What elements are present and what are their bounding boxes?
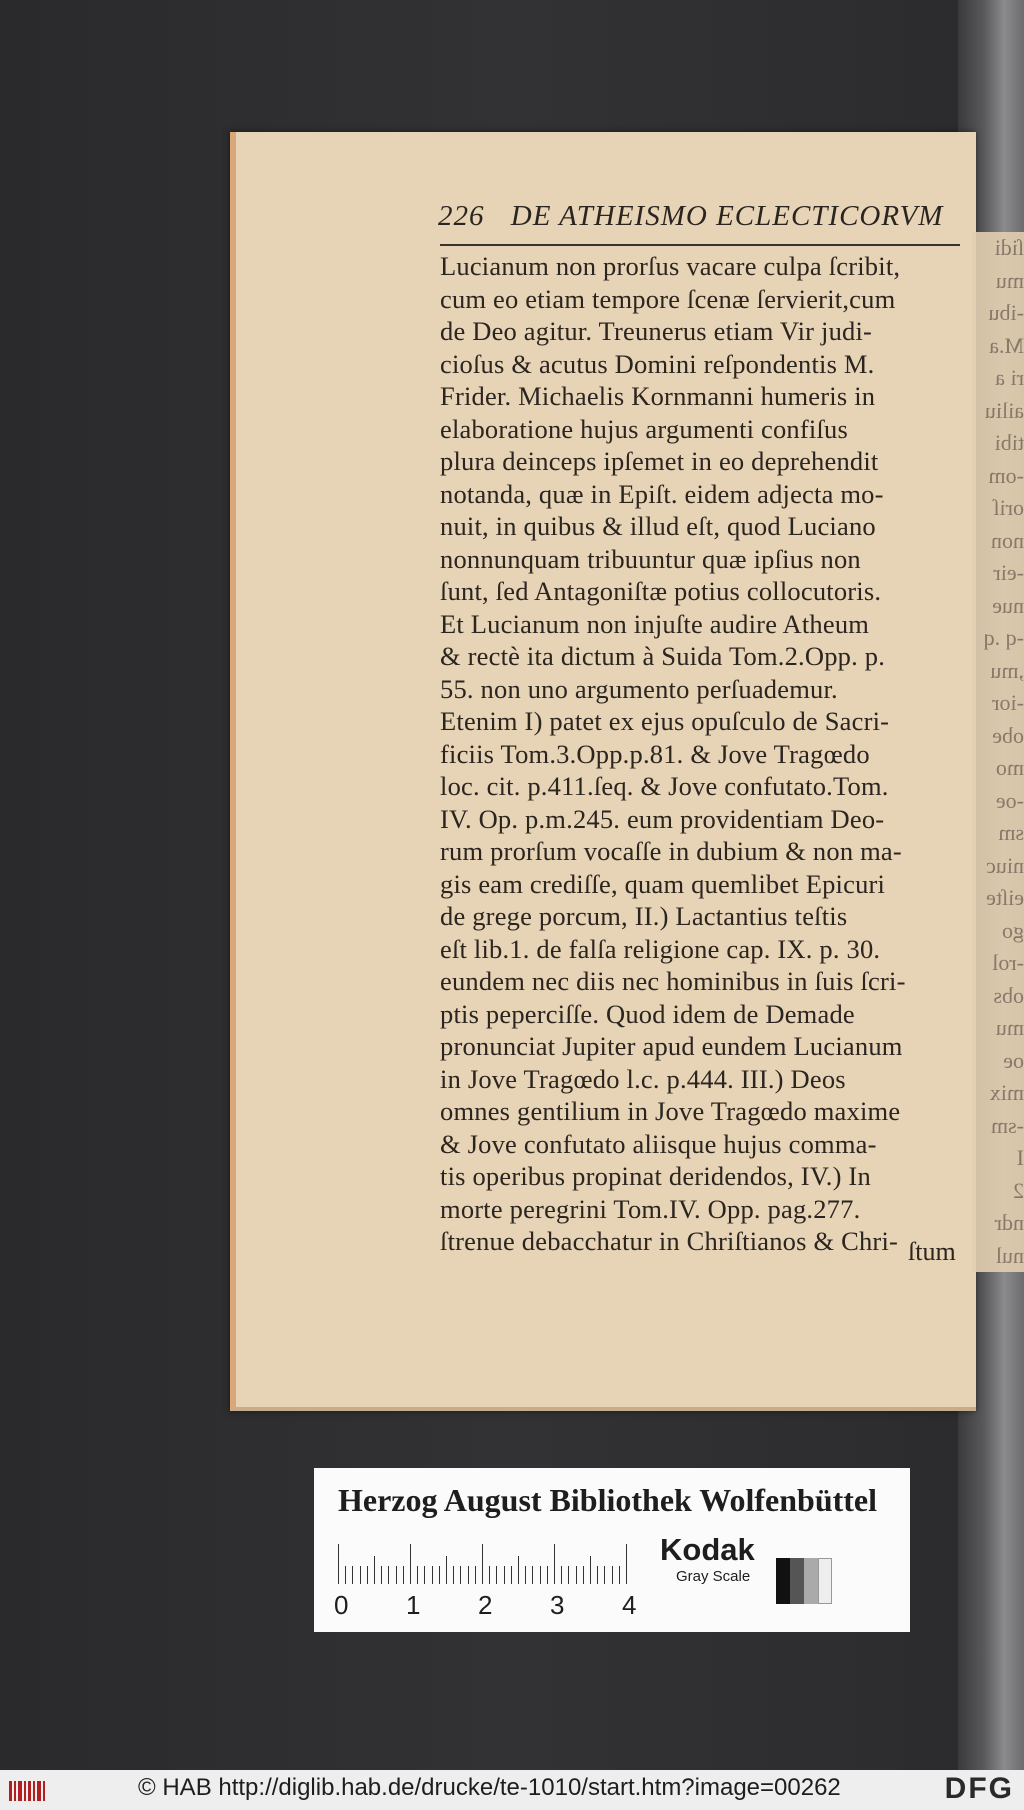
ruler-tick xyxy=(432,1566,433,1584)
gray-patch-black xyxy=(776,1558,790,1604)
ruler-tick xyxy=(468,1566,469,1584)
ruler-tick xyxy=(583,1566,584,1584)
viewer-footer xyxy=(0,1770,1024,1810)
facing-page-bleed-through xyxy=(972,232,1024,1272)
gray-patch-mid xyxy=(804,1558,818,1604)
ruler-tick xyxy=(374,1556,375,1584)
text-line: notanda, quæ in Epiſt. eidem adjecta mo- xyxy=(440,478,884,509)
ruler-tick xyxy=(568,1566,569,1584)
ruler-tick xyxy=(345,1566,346,1584)
ruler-tick xyxy=(576,1566,577,1584)
bleed-line: sm xyxy=(998,820,1024,845)
text-line: in Jove Tragœdo l.c. p.444. III.) Deos xyxy=(440,1063,846,1094)
bleed-line: mix xyxy=(989,1080,1024,1105)
text-line: de Deo agitur. Treunerus etiam Vir judi- xyxy=(440,316,873,346)
ruler-tick xyxy=(482,1544,483,1584)
bleed-line: go xyxy=(1002,917,1024,943)
kodak-brand: Kodak xyxy=(660,1532,755,1567)
ruler-tick xyxy=(547,1566,548,1584)
ruler-tick xyxy=(511,1566,512,1584)
text-line: plura deinceps ipſemet in eo deprehendit xyxy=(440,446,879,476)
text-line: cum eo etiam tempore ſcenæ ſervierit,cum xyxy=(440,283,896,314)
bleed-line: -q .q xyxy=(983,625,1024,650)
bleed-line: -sm xyxy=(991,1112,1024,1138)
ruler-tick xyxy=(504,1566,505,1584)
ruler-tick xyxy=(453,1566,454,1584)
ruler-digit: 4 xyxy=(622,1590,637,1620)
ruler-tick xyxy=(604,1566,605,1584)
text-line: omnes gentilium in Jove Tragœdo maxime xyxy=(440,1096,901,1126)
bleed-line: -ibu xyxy=(988,300,1024,325)
text-line: Et Lucianum non injuſte audire Atheum xyxy=(440,608,870,639)
bleed-line: mo xyxy=(995,755,1024,780)
bleed-line: -rol xyxy=(992,950,1024,975)
text-line: tis operibus propinat deridendos, IV.) In xyxy=(440,1161,871,1191)
ruler-tick xyxy=(518,1556,519,1584)
ruler-tick xyxy=(360,1566,361,1584)
gray-scale-caption: Gray Scale xyxy=(676,1568,751,1585)
bleed-line: oe xyxy=(1003,1047,1024,1073)
ruler-tick xyxy=(446,1556,447,1584)
bleed-line: mu xyxy=(995,1015,1024,1040)
gray-patch-light xyxy=(818,1558,832,1604)
gray-patch-dark xyxy=(790,1558,804,1604)
text-line: morte peregrini Tom.IV. Opp. pag.277. xyxy=(440,1193,861,1224)
ruler-tick xyxy=(424,1566,425,1584)
bleed-line: -eir xyxy=(993,560,1024,585)
text-line: loc. cit. p.411.ſeq. & Jove confutato.Tom. xyxy=(440,771,889,801)
header-rule xyxy=(440,244,960,246)
ruler-tick xyxy=(338,1544,339,1584)
ruler-digit: 3 xyxy=(550,1590,565,1620)
ruler-digit: 1 xyxy=(406,1590,421,1620)
bleed-line: obe xyxy=(992,722,1024,748)
copyright-url[interactable]: © HAB http://diglib.hab.de/drucke/te-1010/start.htm?image=00262 xyxy=(138,1774,841,1801)
ruler-tick xyxy=(532,1566,533,1584)
text-line: rum prorſum vocaſſe in dubium & non ma- xyxy=(440,836,902,866)
bleed-line: -ior xyxy=(992,690,1024,715)
bleed-line: ſidi xyxy=(994,235,1024,260)
bleed-line: -om xyxy=(988,462,1024,488)
ruler-tick xyxy=(590,1556,591,1584)
ruler-tick xyxy=(561,1566,562,1584)
ruler-tick xyxy=(612,1566,613,1584)
ruler-tick xyxy=(352,1566,353,1584)
text-line: ficiis Tom.3.Opp.p.81. & Jove Tragœdo xyxy=(440,738,870,769)
ruler-tick xyxy=(367,1566,368,1584)
text-line: de grege porcum, II.) Lactantius teſtis xyxy=(440,901,848,931)
ruler-digit: 2 xyxy=(478,1590,493,1620)
ruler-tick xyxy=(597,1566,598,1584)
text-line: Frider. Michaelis Kornmanni humeris in xyxy=(440,381,876,411)
ruler-tick xyxy=(439,1566,440,1584)
text-line: elaboratione hujus argumenti confiſus xyxy=(440,413,848,444)
text-line: & rectè ita dictum à Suida Tom.2.Opp. p. xyxy=(440,641,886,671)
ruler-tick xyxy=(410,1544,411,1584)
text-line: eſt lib.1. de falſa religione cap. IX. p. 30. xyxy=(440,933,881,964)
text-line: gis eam crediſſe, quam quemlibet Epicuri xyxy=(440,868,886,899)
text-line: ſtrenue debacchatur in Chriſtianos & Chri- xyxy=(440,1226,899,1256)
ruler-tick xyxy=(496,1566,497,1584)
bleed-line: nue xyxy=(992,592,1024,618)
bleed-line: 2 xyxy=(1013,1177,1024,1203)
ruler-tick xyxy=(403,1566,404,1584)
text-line: nonnunquam tribuuntur quæ ipſius non xyxy=(440,543,861,574)
bleed-line: M.a xyxy=(989,332,1024,358)
ruler-tick xyxy=(540,1566,541,1584)
ruler-tick xyxy=(475,1566,476,1584)
bleed-line: ndr xyxy=(994,1210,1024,1235)
text-line: 55. non uno argumento perſuademur. xyxy=(440,673,838,704)
text-line: & Jove confutato aliisque hujus comma- xyxy=(440,1128,877,1159)
ruler-tick xyxy=(381,1566,382,1584)
ruler-tick xyxy=(489,1566,490,1584)
page-number: 226 xyxy=(438,200,485,232)
library-label xyxy=(314,1468,910,1632)
bleed-line: mu xyxy=(995,267,1024,293)
ruler-digits xyxy=(332,1590,652,1624)
text-line: cioſus & acutus Domini reſpondentis M. xyxy=(440,348,875,379)
ruler-tick xyxy=(396,1566,397,1584)
text-line: ſunt, ſed Antagoniſtæ potius collocutoris. xyxy=(440,576,882,606)
running-head: DE ATHEISMO ECLECTICORVM xyxy=(510,200,944,232)
bleed-line: niuc xyxy=(986,852,1024,878)
text-line: pronunciat Jupiter apud eundem Lucianum xyxy=(440,1031,903,1061)
text-line: IV. Op. p.m.245. eum providentiam Deo- xyxy=(440,803,885,834)
dfg-logo: DFG xyxy=(944,1772,1014,1805)
text-line: eundem nec diis nec hominibus in ſuis ſcri- xyxy=(440,966,906,996)
bleed-line: I xyxy=(1016,1145,1024,1170)
ruler-tick xyxy=(388,1566,389,1584)
catchword: ſtum xyxy=(908,1237,956,1266)
ruler-tick xyxy=(554,1544,555,1584)
bleed-line: obs xyxy=(993,982,1024,1008)
bleed-line: oriſ xyxy=(993,495,1024,520)
ruler-tick xyxy=(460,1566,461,1584)
page-header xyxy=(438,200,958,248)
ruler-digit: 0 xyxy=(334,1590,349,1620)
ruler-tick xyxy=(417,1566,418,1584)
text-line: Etenim I) patet ex ejus opuſculo de Sacri- xyxy=(440,706,890,736)
bleed-line: ,mu xyxy=(990,657,1024,683)
bleed-line: ri a xyxy=(995,365,1024,390)
bleed-line: eiſte xyxy=(986,885,1024,910)
ruler-tick xyxy=(619,1566,620,1584)
bleed-line: non xyxy=(991,527,1024,553)
bleed-line: tibi xyxy=(994,430,1024,455)
ruler-scale xyxy=(338,1540,634,1584)
text-line: Lucianum non prorſus vacare culpa ſcribit, xyxy=(440,251,901,281)
ruler-tick xyxy=(525,1566,526,1584)
text-line: ptis peperciſſe. Quod idem de Demade xyxy=(440,998,855,1029)
bleed-line: ailiu xyxy=(984,397,1024,423)
page-body-text xyxy=(440,250,972,1258)
bleed-line: -oe xyxy=(995,787,1024,813)
ruler-tick xyxy=(626,1544,627,1584)
barcode-icon xyxy=(8,1778,48,1804)
text-line: nuit, in quibus & illud eſt, quod Luciano xyxy=(440,511,876,541)
bleed-line: nul xyxy=(995,1242,1024,1268)
library-name: Herzog August Bibliothek Wolfenbüttel xyxy=(338,1482,878,1518)
